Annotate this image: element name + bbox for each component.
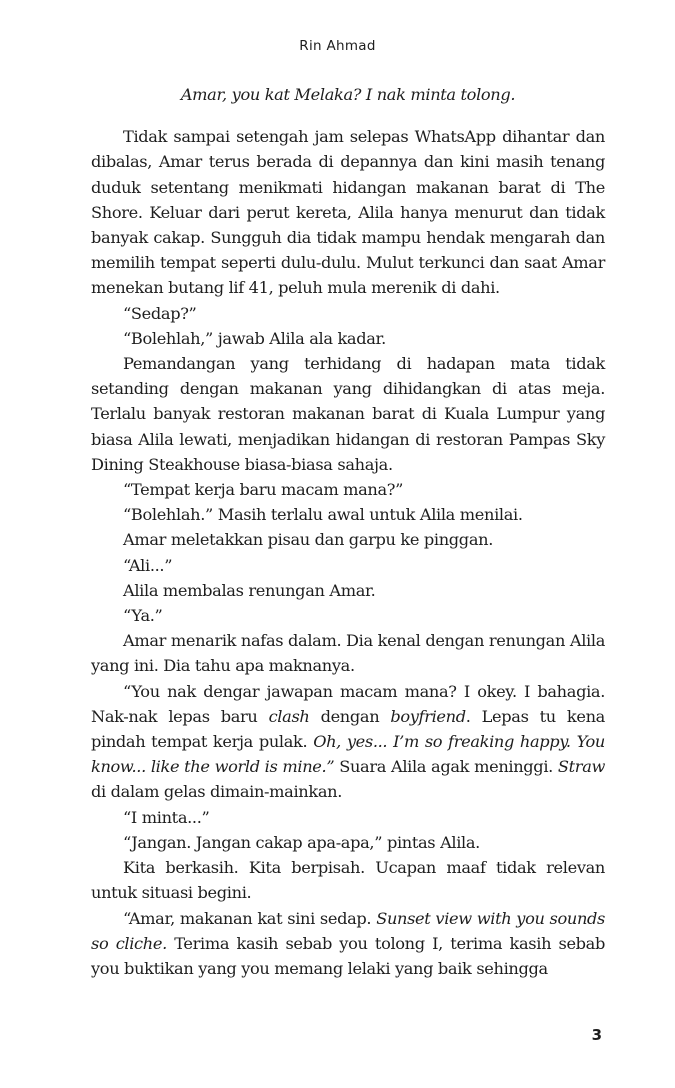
text-run: . Lepas tu kena pindah tempat kerja pulak.	[91, 706, 605, 752]
paragraph	[91, 326, 605, 351]
text-run: “You nak dengar jawapan macam mana? I okey. I bahagia. Nak-nak lepas baru	[91, 681, 605, 726]
paragraph	[91, 805, 605, 830]
text-run: “Bolehlah,” jawab Alila ala kadar.	[123, 328, 386, 348]
italic-text: boyfriend	[390, 706, 466, 726]
text-run: “Sedap?”	[123, 303, 197, 323]
paragraph	[91, 855, 605, 905]
paragraph	[91, 628, 605, 678]
italic-text: clash	[268, 706, 310, 726]
paragraph	[91, 830, 605, 855]
italic-text: Oh, yes... I’m so freaking happy. You know... like the world is mine.”	[91, 732, 605, 777]
text-run: Pemandangan yang terhidang di hadapan mata tidak setanding dengan makanan yang dihidangkan di atas meja. Terlalu banyak restoran makanan barat di Kuala Lumpur yang biasa Alila lewati, menjadikan hidangan di restoran Pampas Sky Dining Steakhouse biasa-biasa sahaja.	[91, 354, 605, 474]
text-run: Amar menarik nafas dalam. Dia kenal dengan renungan Alila yang ini. Dia tahu apa maknanya.	[91, 631, 605, 676]
paragraph	[91, 679, 605, 805]
paragraph	[91, 906, 605, 982]
running-header: Rin Ahmad	[299, 38, 376, 54]
text-run: Suara Alila agak meninggi.	[334, 757, 558, 777]
text-run: “Amar, makanan kat sini sedap.	[123, 908, 377, 928]
paragraph-list	[91, 124, 605, 981]
text-run: di dalam gelas dimain-mainkan.	[91, 782, 342, 802]
text-run: “Bolehlah.” Masih terlalu awal untuk Alila menilai.	[123, 505, 523, 525]
text-run: “Jangan. Jangan cakap apa-apa,” pintas Alila.	[123, 832, 480, 852]
page-body	[91, 82, 605, 981]
text-run: “I minta...”	[123, 807, 210, 827]
text-run: Tidak sampai setengah jam selepas WhatsApp dihantar dan dibalas, Amar terus berada di depannya dan kini masih tenang duduk setentang menikmati hidangan makanan barat di The Shore. Keluar dari perut kereta, Alila hanya menurut dan tidak banyak cakap. Sungguh dia tidak mampu hendak mengarah dan memilih tempat seperti dulu-dulu. Mulut terkunci dan saat Amar menekan butang lif 41, peluh mula merenik di dahi.	[91, 127, 605, 298]
paragraph	[91, 578, 605, 603]
paragraph	[91, 301, 605, 326]
paragraph	[91, 553, 605, 578]
paragraph	[91, 477, 605, 502]
page-number: 3	[591, 1026, 602, 1044]
text-run: dengan	[309, 706, 391, 726]
text-run: “Ya.”	[123, 606, 163, 626]
text-run: “Tempat kerja baru macam mana?”	[123, 480, 404, 500]
italic-text: Straw	[557, 757, 605, 777]
paragraph	[91, 502, 605, 527]
text-run: Amar meletakkan pisau dan garpu ke pinggan.	[123, 530, 493, 550]
italic-text: Sunset view with you sounds so cliche.	[91, 908, 606, 953]
text-run: Terima kasih sebab you tolong I, terima kasih sebab you buktikan yang you memang lelaki yang baik sehingga	[91, 933, 605, 978]
text-run: “Ali...”	[123, 555, 173, 575]
text-run: Alila membalas renungan Amar.	[123, 580, 376, 600]
text-run: Kita berkasih. Kita berpisah. Ucapan maaf tidak relevan untuk situasi begini.	[91, 858, 605, 903]
paragraph	[91, 603, 605, 628]
paragraph	[91, 124, 605, 300]
paragraph	[91, 527, 605, 552]
paragraph	[91, 351, 605, 477]
epigraph: Amar, you kat Melaka? I nak minta tolong.	[180, 85, 516, 104]
